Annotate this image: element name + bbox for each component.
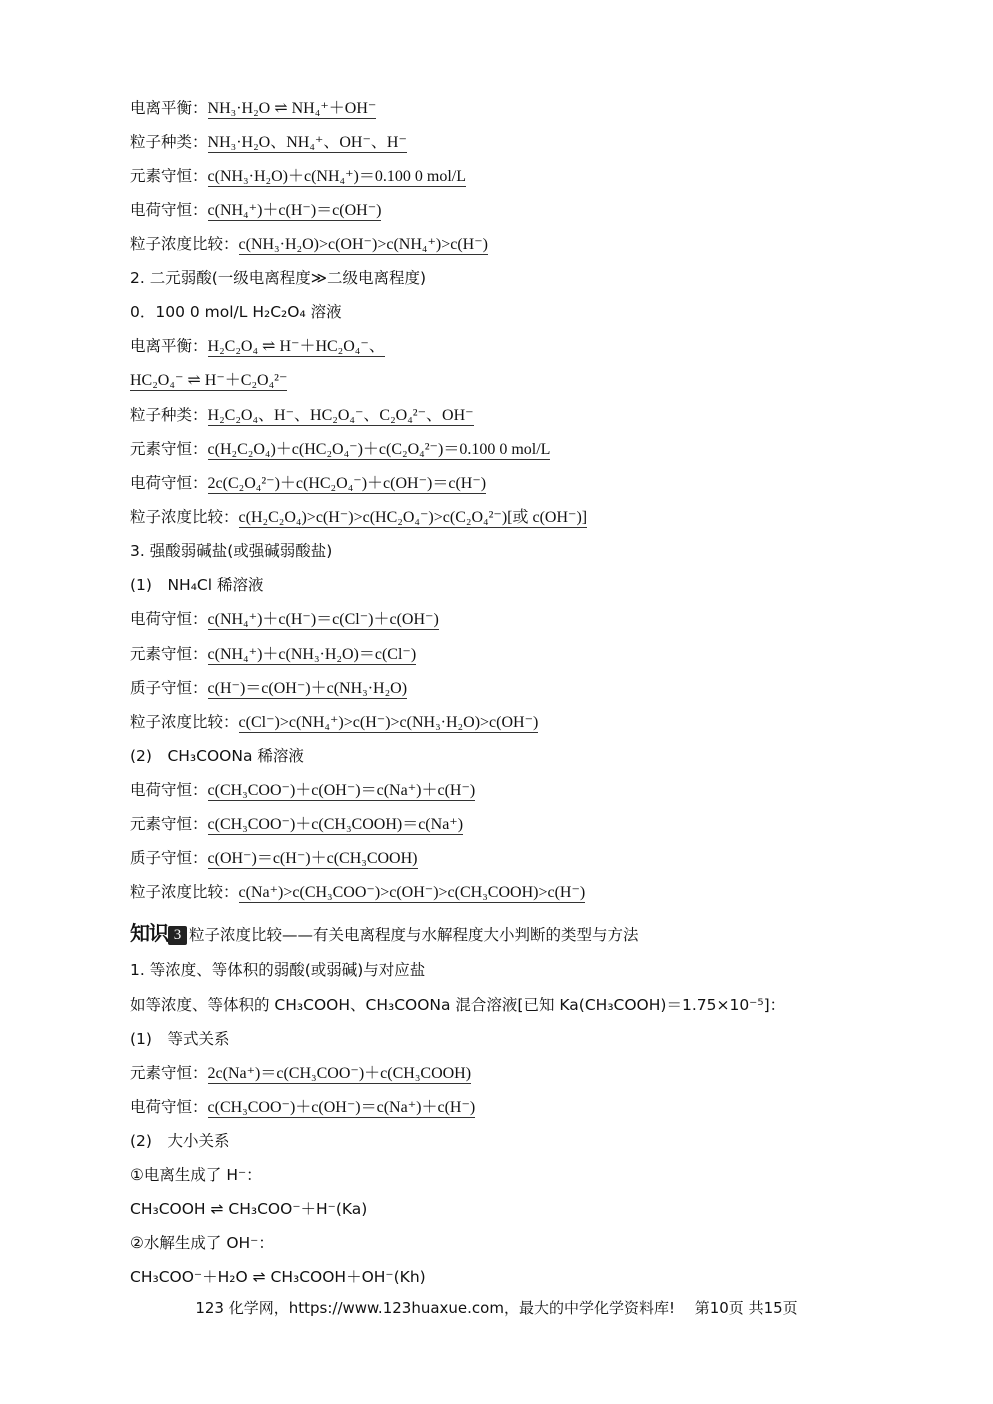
text-line — [130, 370, 287, 392]
text-line — [130, 438, 550, 461]
line-text: 2. 二元弱酸(一级电离程度≫二级电离程度) — [130, 269, 427, 287]
text-line — [130, 1164, 262, 1187]
answer-text: c(H⁻)＝c(OH⁻)＋c(NH₃·H₂O) — [207, 680, 408, 697]
answer-text: c(H₂C₂O₄)＋c(HC₂O₄⁻)＋c(C₂O₄²⁻)＝0.100 0 mol/L — [207, 441, 551, 458]
line-text: ①电离生成了 H⁻： — [130, 1166, 262, 1184]
text-line — [130, 540, 332, 563]
text-line — [130, 608, 439, 631]
section-heading — [130, 922, 639, 947]
answer-text: c(CH₃COO⁻)＋c(OH⁻)＝c(Na⁺)＋c(H⁻) — [207, 782, 476, 799]
text-line — [130, 1232, 274, 1255]
line-label: 元素守恒： — [130, 440, 208, 458]
text-line — [130, 131, 407, 154]
answer-text: 2c(Na⁺)＝c(CH₃COO⁻)＋c(CH₃COOH) — [207, 1065, 472, 1082]
line-label: 电荷守恒： — [130, 610, 208, 628]
text-line — [130, 677, 407, 700]
line-label: 粒子种类： — [130, 133, 208, 151]
line-label: 元素守恒： — [130, 1064, 208, 1082]
answer-text: NH₃·H₂O、NH₄⁺、OH⁻、H⁻ — [207, 134, 407, 151]
line-label: 元素守恒： — [130, 645, 208, 663]
section-title: 粒子浓度比较——有关电离程度与水解程度大小判断的类型与方法 — [189, 926, 639, 944]
line-text: 1. 等浓度、等体积的弱酸(或弱碱)与对应盐 — [130, 961, 426, 979]
text-line — [130, 165, 466, 188]
answer-text: c(CH₃COO⁻)＋c(CH₃COOH)＝c(Na⁺) — [207, 816, 464, 833]
answer-text: c(CH₃COO⁻)＋c(OH⁻)＝c(Na⁺)＋c(H⁻) — [207, 1099, 476, 1116]
text-line — [130, 745, 304, 768]
text-line — [130, 472, 486, 495]
text-line — [130, 711, 538, 734]
text-line — [130, 1028, 229, 1051]
line-label: 质子守恒： — [130, 679, 208, 697]
answer-text: c(NH₄⁺)＋c(H⁻)＝c(Cl⁻)＋c(OH⁻) — [207, 611, 439, 628]
text-line — [130, 404, 474, 427]
section-badge-number: 3 — [168, 926, 187, 945]
text-line — [130, 1096, 475, 1119]
answer-text: H₂C₂O₄、H⁻、HC₂O₄⁻、C₂O₄²⁻、OH⁻ — [207, 407, 474, 424]
answer-text: HC₂O₄⁻ ⇌ H⁻＋C₂O₄²⁻ — [130, 372, 288, 389]
answer-text: c(NH₃·H₂O)＋c(NH₄⁺)＝0.100 0 mol/L — [207, 168, 466, 185]
text-line — [130, 959, 425, 982]
line-text: 0．100 0 mol/L H₂C₂O₄ 溶液 — [130, 303, 342, 321]
line-label: 粒子浓度比较： — [130, 235, 239, 253]
line-text: (1) 等式关系 — [130, 1030, 230, 1048]
answer-text: c(OH⁻)＝c(H⁻)＋c(CH₃COOH) — [207, 850, 418, 867]
text-line — [130, 506, 587, 529]
footer-text: 123 化学网，https://www.123huaxue.com，最大的中学化学资料库! 第10页 共15页 — [195, 1299, 798, 1317]
line-text: (2) 大小关系 — [130, 1132, 230, 1150]
line-label: 电荷守恒： — [130, 781, 208, 799]
text-line — [130, 1198, 367, 1221]
answer-text: c(Cl⁻)>c(NH₄⁺)>c(H⁻)>c(NH₃·H₂O)>c(OH⁻) — [238, 714, 539, 731]
text-line — [130, 881, 585, 904]
answer-text: c(NH₄⁺)＋c(H⁻)＝c(OH⁻) — [207, 202, 382, 219]
line-text: ②水解生成了 OH⁻： — [130, 1234, 274, 1252]
line-label: 粒子浓度比较： — [130, 508, 239, 526]
line-text: 3. 强酸弱碱盐(或强碱弱酸盐) — [130, 542, 333, 560]
line-label: 电荷守恒： — [130, 1098, 208, 1116]
answer-text: NH₃·H₂O ⇌ NH₄⁺＋OH⁻ — [207, 100, 377, 117]
line-text: (2) CH₃COONa 稀溶液 — [130, 747, 304, 765]
line-text: CH₃COO⁻＋H₂O ⇌ CH₃COOH＋OH⁻(Kh) — [130, 1268, 426, 1286]
answer-text: c(NH₄⁺)＋c(NH₃·H₂O)＝c(Cl⁻) — [207, 646, 417, 663]
line-label: 元素守恒： — [130, 167, 208, 185]
line-text: CH₃COOH ⇌ CH₃COO⁻＋H⁻(Ka) — [130, 1200, 368, 1218]
answer-text: c(H₂C₂O₄)>c(H⁻)>c(HC₂O₄⁻)>c(C₂O₄²⁻)[或 c(OH⁻)] — [238, 509, 588, 526]
text-line — [130, 643, 416, 666]
line-label: 粒子种类： — [130, 406, 208, 424]
answer-text: c(Na⁺)>c(CH₃COO⁻)>c(OH⁻)>c(CH₃COOH)>c(H⁻) — [238, 884, 586, 901]
page-footer — [0, 1296, 993, 1321]
text-line — [130, 199, 381, 222]
line-label: 粒子浓度比较： — [130, 883, 239, 901]
section-badge-text: 知识 — [130, 921, 168, 945]
text-line — [130, 301, 342, 324]
text-line — [130, 1062, 471, 1085]
line-label: 粒子浓度比较： — [130, 713, 239, 731]
line-label: 质子守恒： — [130, 849, 208, 867]
line-text: (1) NH₄Cl 稀溶液 — [130, 576, 264, 594]
line-label: 电离平衡： — [130, 99, 208, 117]
answer-text: c(NH₃·H₂O)>c(OH⁻)>c(NH₄⁺)>c(H⁻) — [238, 236, 489, 253]
text-line — [130, 779, 475, 802]
text-line — [130, 1266, 426, 1289]
text-line — [130, 97, 376, 120]
text-line — [130, 994, 785, 1017]
text-line — [130, 847, 418, 870]
line-label: 元素守恒： — [130, 815, 208, 833]
text-line — [130, 335, 385, 358]
text-line — [130, 267, 426, 290]
text-line — [130, 233, 488, 256]
text-line — [130, 1130, 229, 1153]
line-label: 电荷守恒： — [130, 201, 208, 219]
line-text: 如等浓度、等体积的 CH₃COOH、CH₃COONa 混合溶液[已知 Ka(CH₃COOH)＝1.75×10⁻⁵]： — [130, 996, 786, 1014]
answer-text: H₂C₂O₄ ⇌ H⁻＋HC₂O₄⁻、 — [207, 338, 385, 355]
text-line — [130, 813, 463, 836]
text-line — [130, 574, 263, 597]
line-label: 电离平衡： — [130, 337, 208, 355]
line-label: 电荷守恒： — [130, 474, 208, 492]
answer-text: 2c(C₂O₄²⁻)＋c(HC₂O₄⁻)＋c(OH⁻)＝c(H⁻) — [207, 475, 487, 492]
